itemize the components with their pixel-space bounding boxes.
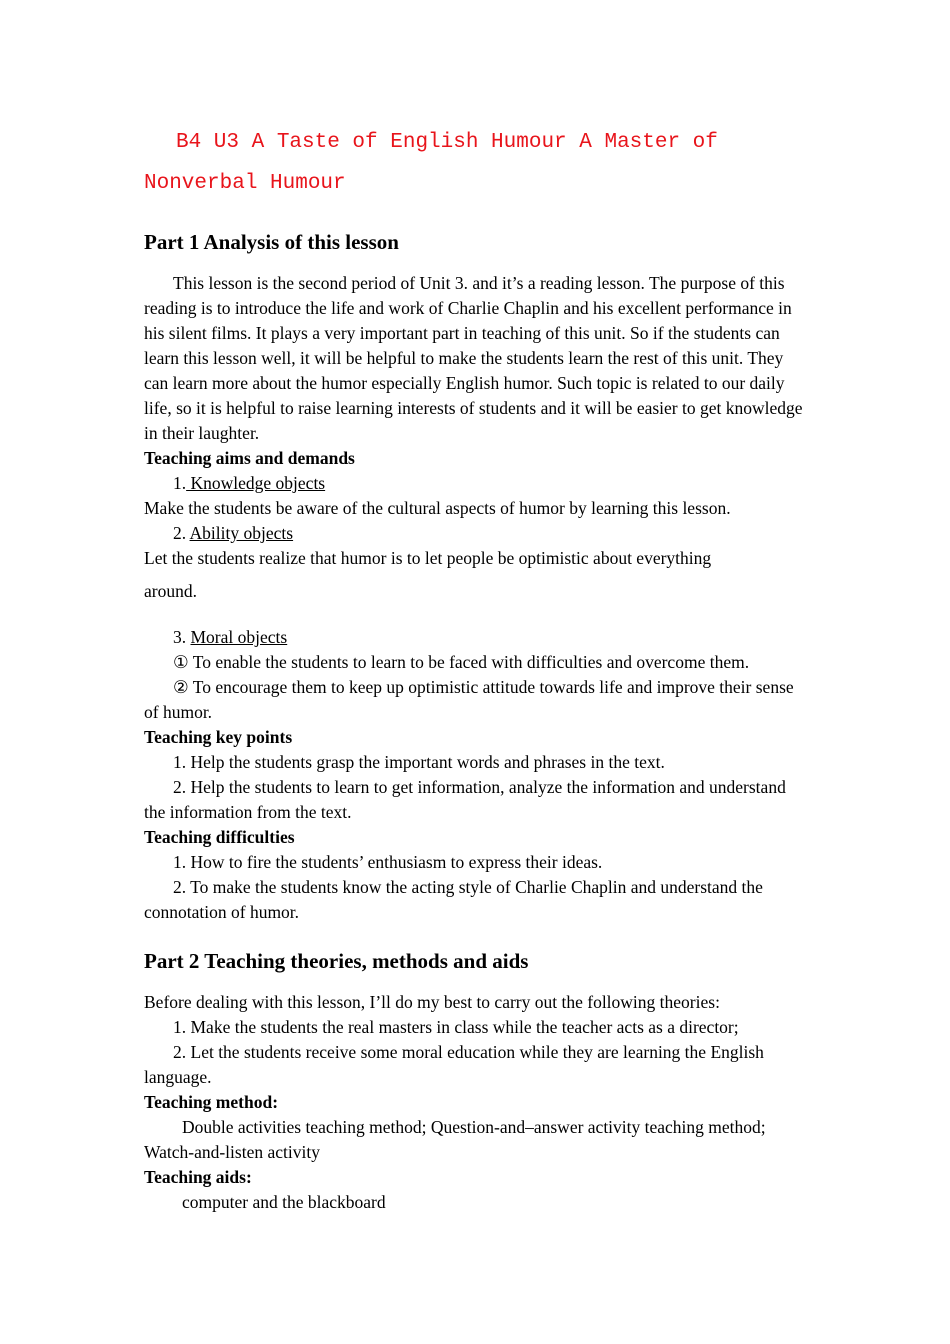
- method-heading: Teaching method:: [144, 1092, 279, 1112]
- aims-heading: Teaching aims and demands: [144, 448, 355, 468]
- aim3-item2: ② To encourage them to keep up optimistic attitude towards life and improve their sense of humor.: [144, 677, 794, 722]
- aids-heading: Teaching aids:: [144, 1167, 252, 1187]
- key-points-heading: Teaching key points: [144, 727, 293, 747]
- difficulties-heading: Teaching difficulties: [144, 827, 295, 847]
- difficulty-2: 2. To make the students know the acting style of Charlie Chaplin and understand the connotation of humor.: [144, 877, 763, 922]
- aim2-number: 2.: [173, 523, 187, 543]
- part1-body: [144, 271, 804, 612]
- part1-body-continued: [144, 625, 804, 925]
- key-point-1: 1. Help the students grasp the important words and phrases in the text.: [173, 752, 665, 772]
- key-point-2: 2. Help the students to learn to get information, analyze the information and understand the information from the text.: [144, 777, 786, 822]
- aim1-line: [144, 471, 804, 496]
- aim3-item1: ① To enable the students to learn to be faced with difficulties and overcome them.: [173, 652, 750, 672]
- aids-text: computer and the blackboard: [182, 1192, 386, 1212]
- aim2-line: [144, 521, 804, 546]
- part2-heading: Part 2 Teaching theories, methods and aids: [144, 949, 529, 973]
- aim3-number: 3.: [173, 627, 187, 647]
- theory-2: 2. Let the students receive some moral education while they are learning the English language.: [144, 1042, 764, 1087]
- aim1-number: 1.: [173, 473, 187, 493]
- aim1-label: Knowledge objects: [186, 473, 326, 493]
- theory-1: 1. Make the students the real masters in class while the teacher acts as a director;: [173, 1017, 739, 1037]
- difficulty-1: 1. How to fire the students’ enthusiasm to express their ideas.: [173, 852, 603, 872]
- document-title: B4 U3 A Taste of English Humour A Master of Nonverbal Humour: [144, 131, 718, 195]
- aim2-label: Ability objects: [189, 523, 294, 543]
- aim2-text-line2: around.: [144, 581, 197, 601]
- part2-body: [144, 990, 804, 1215]
- aim2-text-line1: Let the students realize that humor is to let people be optimistic about everything: [144, 548, 712, 568]
- method-text: Double activities teaching method; Question-and–answer activity teaching method; Watch-and-listen activity: [144, 1117, 766, 1162]
- aim3-line: [144, 625, 804, 650]
- part2-intro: Before dealing with this lesson, I’ll do my best to carry out the following theories:: [144, 992, 720, 1012]
- aim3-label: Moral objects: [190, 627, 288, 647]
- part1-heading: Part 1 Analysis of this lesson: [144, 230, 399, 254]
- part1-intro-paragraph: This lesson is the second period of Unit 3. and it’s a reading lesson. The purpose of this reading is to introduce the life and work of Charlie Chaplin and his excellent performance in his silent films. It plays a very important part in teaching of this unit. So if the students can learn this lesson well, it will be helpful to make the students learn the rest of this unit. They can learn more about the humor especially English humor. Such topic is related to our daily life, so it is helpful to raise learning interests of students and it will be easier to get knowledge in their laughter.: [144, 273, 803, 443]
- aim1-text: Make the students be aware of the cultural aspects of humor by learning this lesson.: [144, 498, 731, 518]
